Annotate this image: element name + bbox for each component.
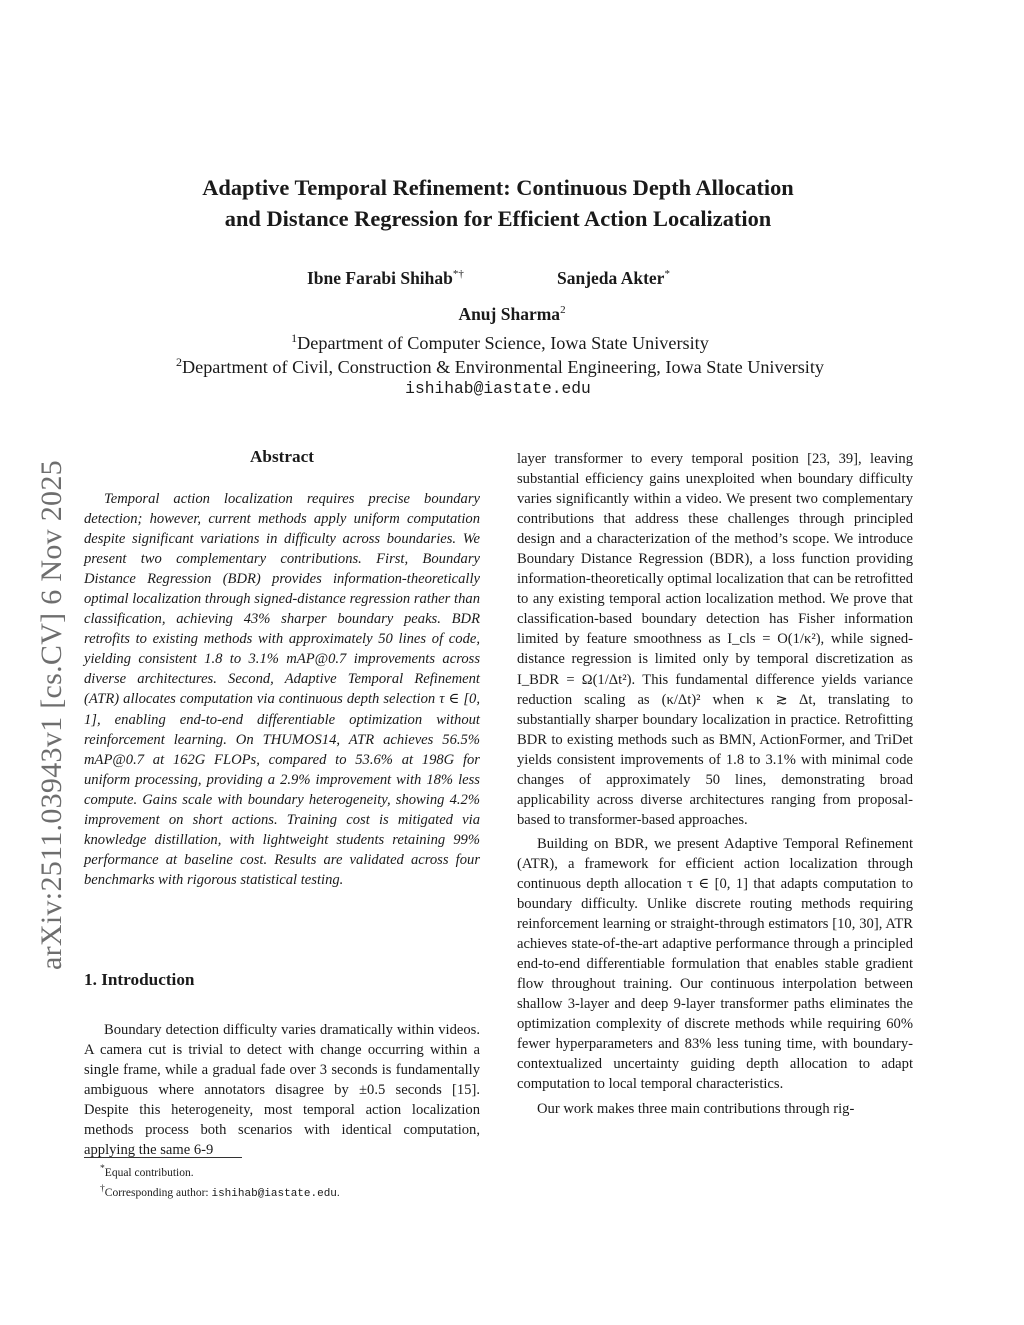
footnote-2-suffix: .	[336, 1187, 340, 1200]
intro-paragraph-3: Building on BDR, we present Adaptive Temporal Refinement (ATR), a framework for efficient action localization through continuous depth allocation τ ∈ [0, 1] that adapts computation to boundary difficulty. Unlike discrete routing methods requiring reinforcement learning or straight-through estimators [10, 30], ATR achieves state-of-the-art adaptive performance through a principled end-to-end differentiable formulation that enables stable gradient flow throughout training. Our continuous interpolation between shallow 3-layer and deep 9-layer transformer paths eliminates the optimization complexity of discrete methods while requiring 60% fewer hyperparameters and 83% less tuning time, with boundary-contextualized uncertainty guiding depth allocation to adapt computation to local temporal characteristics.	[517, 835, 913, 1093]
intro-right-column	[517, 449, 913, 1119]
author-1-mark: *†	[452, 268, 464, 281]
author-2	[557, 268, 670, 289]
author-2-name: Sanjeda Akter	[557, 268, 665, 288]
abstract-paragraph: Temporal action localization requires precise boundary detection; however, current methods apply uniform computation despite significant variations in difficulty across boundaries. We present two complementary contributions. First, Boundary Distance Regression (BDR) provides information-theoretically optimal localization through signed-distance regression rather than classification, achieving 43% sharper boundary peaks. BDR retrofits to existing methods with approximately 50 lines of code, yielding consistent 1.8 to 3.1% mAP@0.7 improvements across diverse architectures. Second, Adaptive Temporal Refinement (ATR) allocates computation via continuous depth selection τ ∈ [0, 1], enabling end-to-end differentiable optimization without reinforcement learning. On THUMOS14, ATR achieves 56.5% mAP@0.7 at 162G FLOPs, compared to 53.6% at 198G for uniform processing, providing a 2.9% improvement with 18% less compute. Gains scale with boundary heterogeneity, showing 4.2% improvement on short actions. Training cost is mitigated via knowledge distillation, with lightweight students retaining 99% performance at baseline cost. Results are validated across four benchmarks with rigorous statistical testing.	[84, 491, 480, 888]
footnote-1-text: Equal contribution.	[104, 1166, 194, 1179]
footnote-2	[100, 1181, 340, 1202]
author-1-name: Ibne Farabi Shihab	[307, 268, 453, 288]
abstract-heading: Abstract	[250, 447, 314, 466]
intro-paragraph-2: layer transformer to every temporal position [23, 39], leaving substantial efficiency gains unexploited when boundary difficulty varies significantly within a video. We present two complementary contributions that address these challenges through principled design and a characterization of the method’s scope. We introduce Boundary Distance Regression (BDR), a loss function providing information-theoretically optimal localization that can be retrofitted to any existing temporal action localization method. We prove that classification-based boundary detection has Fisher information limited by feature smoothness as I_cls = O(1/κ²), while signed-distance regression is limited only by temporal discretization as I_BDR = Ω(1/Δt²). This fundamental difference yields variance reduction scaling as (κ/Δt)² when κ ≳ Δt, translating to substantially sharper boundary localization in practice. Retrofitting BDR to existing methods such as BMN, ActionFormer, and TriDet yields consistent improvements of 1.8 to 3.1% with minimal code changes of approximately 50 lines, demonstrating broad applicability across diverse architectures ranging from proposal-based to transformer-based approaches.	[517, 451, 913, 828]
title-line-2: and Distance Regression for Efficient Action Localization	[224, 206, 772, 231]
footnote-2-text: Corresponding author:	[104, 1187, 212, 1200]
author-3-name: Anuj Sharma	[458, 304, 561, 324]
footnote-1	[100, 1161, 340, 1181]
section-heading-introduction: 1. Introduction	[84, 970, 195, 989]
abstract-text	[84, 489, 480, 890]
affiliation-1-text: Department of Computer Science, Iowa State University	[297, 333, 709, 354]
footnote-1-mark: *	[100, 1163, 105, 1174]
footnotes	[100, 1161, 340, 1203]
intro-paragraph-4: Our work makes three main contributions through rig-	[537, 1100, 855, 1117]
arxiv-identifier: arXiv:2511.03943v1 [cs.CV] 6 Nov 2025	[35, 460, 68, 970]
intro-paragraph-1: Boundary detection difficulty varies dramatically within videos. A camera cut is trivial to detect with change occurring within a single frame, while a gradual fade over 3 seconds is fundamentally ambiguous where annotators disagree by ±0.5 seconds [15]. Despite this heterogeneity, most temporal action localization methods process both scenarios with identical computation, applying the same 6-9	[84, 1021, 480, 1158]
author-email: ishihab@iastate.edu	[405, 379, 591, 398]
author-3	[0, 304, 1024, 325]
affiliation-1	[0, 331, 1000, 354]
affiliation-2	[0, 355, 1000, 378]
affiliation-1-mark: 1	[291, 331, 298, 345]
affiliation-2-text: Department of Civil, Construction & Environmental Engineering, Iowa State University	[182, 357, 824, 378]
intro-left-column	[84, 1005, 480, 1175]
footnote-2-mark: †	[100, 1183, 105, 1195]
title-line-1: Adaptive Temporal Refinement: Continuous Depth Allocation	[202, 175, 794, 200]
author-row	[0, 268, 1024, 296]
author-2-mark: *	[664, 268, 670, 281]
author-3-mark: 2	[560, 304, 566, 317]
footnote-divider	[84, 1157, 242, 1158]
footnote-2-email: ishihab@iastate.edu	[211, 1188, 337, 1201]
author-1	[307, 268, 464, 289]
paper-title	[110, 172, 886, 234]
affiliation-2-mark: 2	[176, 355, 182, 369]
